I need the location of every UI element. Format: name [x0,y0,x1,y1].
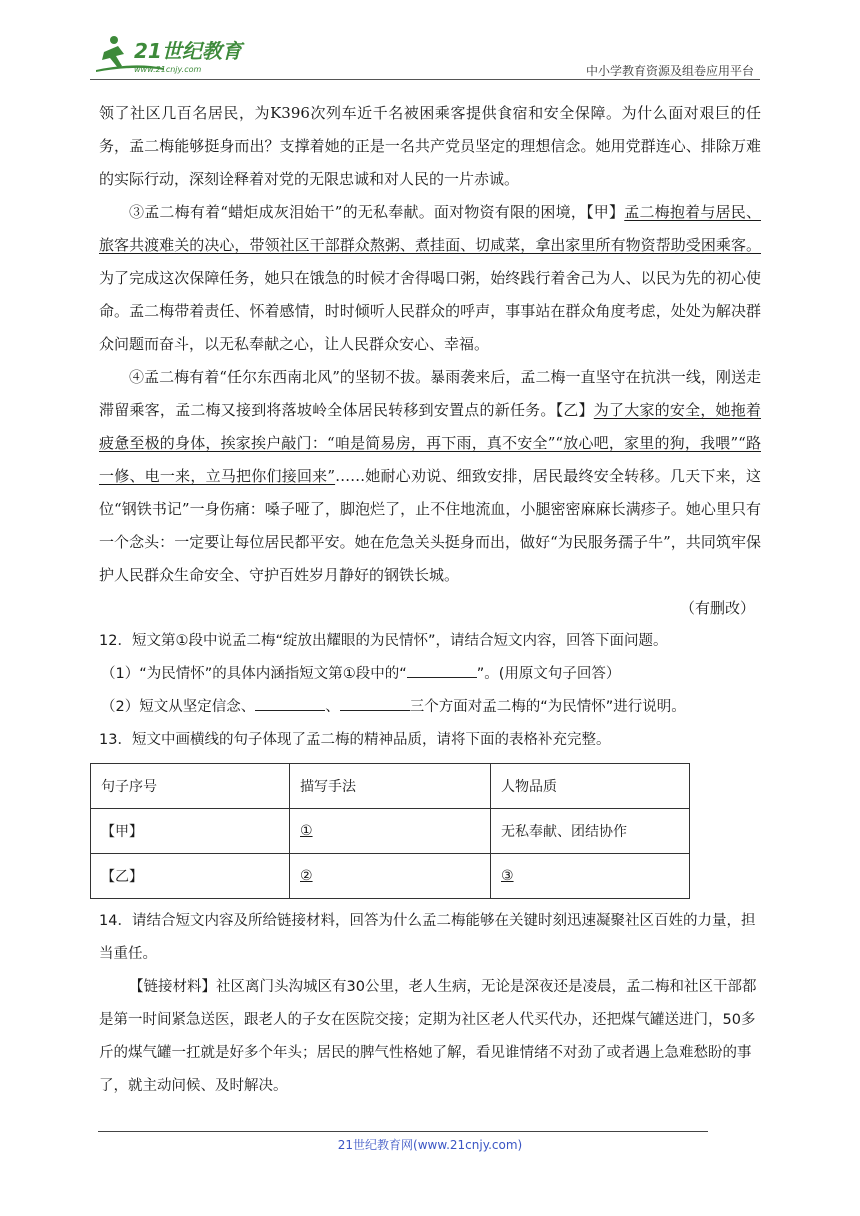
table-cell-blank[interactable]: ② [290,854,491,899]
footer-text[interactable]: 21世纪教育网(www.21cnjy.com) [337,1138,523,1152]
footer-divider [98,1131,708,1132]
logo-21cnjy [94,32,264,76]
table-row [91,854,690,899]
link-material: 【链接材料】社区离门头沟城区有30公里，老人生病，无论是深夜还是凌晨，孟二梅和社区干部都是第一时间紧急送医，跟老人的子女在医院交接；定期为社区老人代买代办，还把煤气罐送进门，50多斤的煤气罐一扛就是好多个年头；居民的脾气性格她了解，看见谁情绪不对劲了或者遇上急难愁盼的事了，就主动问候、及时解决。 [99,979,757,1094]
table-cell: 【甲】 [91,809,290,854]
underlined-sentence-jia: 孟二梅抱着与居民、旅客共渡难关的决心，带领社区干部群众熬粥、煮挂面、切咸菜，拿出家里所有物资帮助受困乘客。 [99,203,761,254]
svg-text:21世纪教育: 21世纪教育 [134,39,242,63]
question-12-part-2: （2）短文从坚定信念、 、 三个方面对孟二梅的“为民情怀”进行说明。 [99,691,761,724]
platform-name: 中小学教育资源及组卷应用平台 [585,64,754,78]
svg-text:www.21cnjy.com: www.21cnjy.com [134,65,202,74]
underlined-sentence-yi: 为了大家的安全，她拖着疲惫至极的身体，挨家挨户敲门：“咱是简易房，再下雨，真不安全”“放心吧，家里的狗，我喂”“路一修、电一来，立马把你们接回来” [99,401,761,485]
page-header [90,30,760,80]
question-12: 12．短文第①段中说孟二梅“绽放出耀眼的为民情怀”，请结合短文内容，回答下面问题。 [99,633,668,649]
table-header-row [91,764,690,809]
passage-paragraph-2: 领了社区几百名居民，为K396次列车近千名被困乘客提供食宿和安全保障。为什么面对艰巨的任务，孟二梅能够挺身而出？支撑着她的正是一名共产党员坚定的理想信念。她用党群连心、排除万难的实际行动，深刻诠释着对党的无限忠诚和对人民的一片赤诚。 [99,104,761,188]
table-row [91,809,690,854]
document-body [99,97,761,1103]
table-cell-blank[interactable]: ① [290,809,491,854]
answer-blank[interactable] [255,696,325,711]
question-14: 14．请结合短文内容及所给链接材料，回答为什么孟二梅能够在关键时刻迅速凝聚社区百姓的力量，担当重任。 [99,913,756,962]
answer-blank[interactable] [407,663,477,678]
question-12-part-1: （1）“为民情怀”的具体内涵指短文第①段中的“ ”。(用原文句子回答） [99,658,761,691]
table-cell: 无私奉献、团结协作 [491,809,690,854]
table-cell-blank[interactable]: ③ [491,854,690,899]
table-header-cell: 人物品质 [491,764,690,809]
table-header-cell: 句子序号 [91,764,290,809]
passage-paragraph-4: ④孟二梅有着“任尔东西南北风”的坚韧不拔。暴雨袭来后，孟二梅一直坚守在抗洪一线，刚送走滞留乘客，孟二梅又接到将落坡岭全体居民转移到安置点的新任务。【乙】为了大家的安全，她拖着疲惫至极的身体，挨家挨户敲门：“咱是简易房，再下雨，真不安全”“放心吧，家里的狗，我喂”“路一修、电一来，立马把你们接回来”……她耐心劝说、细致安排，居民最终安全转移。几天下来，这位“钢铁书记”一身伤痛：嗓子哑了，脚泡烂了，止不住地流血，小腿密密麻麻长满疹子。她心里只有一个念头：一定要让每位居民都平安。她在危急关头挺身而出，做好“为民服务孺子牛”，共同筑牢保护人民群众生命安全、守护百姓岁月静好的钢铁长城。 [99,368,761,584]
question-13: 13．短文中画横线的句子体现了孟二梅的精神品质，请将下面的表格补充完整。 [99,732,611,748]
passage-paragraph-3: ③孟二梅有着“蜡炬成灰泪始干”的无私奉献。面对物资有限的困境，【甲】孟二梅抱着与居民、旅客共渡难关的决心，带领社区干部群众熬粥、煮挂面、切咸菜，拿出家里所有物资帮助受困乘客。为了完成这次保障任务，她只在饿急的时候才舍得喝口粥，始终践行着舍己为人、以民为先的初心使命。孟二梅带着责任、怀着感情，时时倾听人民群众的呼声，事事站在群众角度考虑，处处为解决群众问题而奋斗，以无私奉献之心，让人民群众安心、幸福。 [99,203,761,353]
answer-table [90,763,690,899]
table-cell: 【乙】 [91,854,290,899]
table-header-cell: 描写手法 [290,764,491,809]
source-note: （有删改） [679,599,755,617]
header-divider [90,79,760,80]
answer-blank[interactable] [340,696,410,711]
